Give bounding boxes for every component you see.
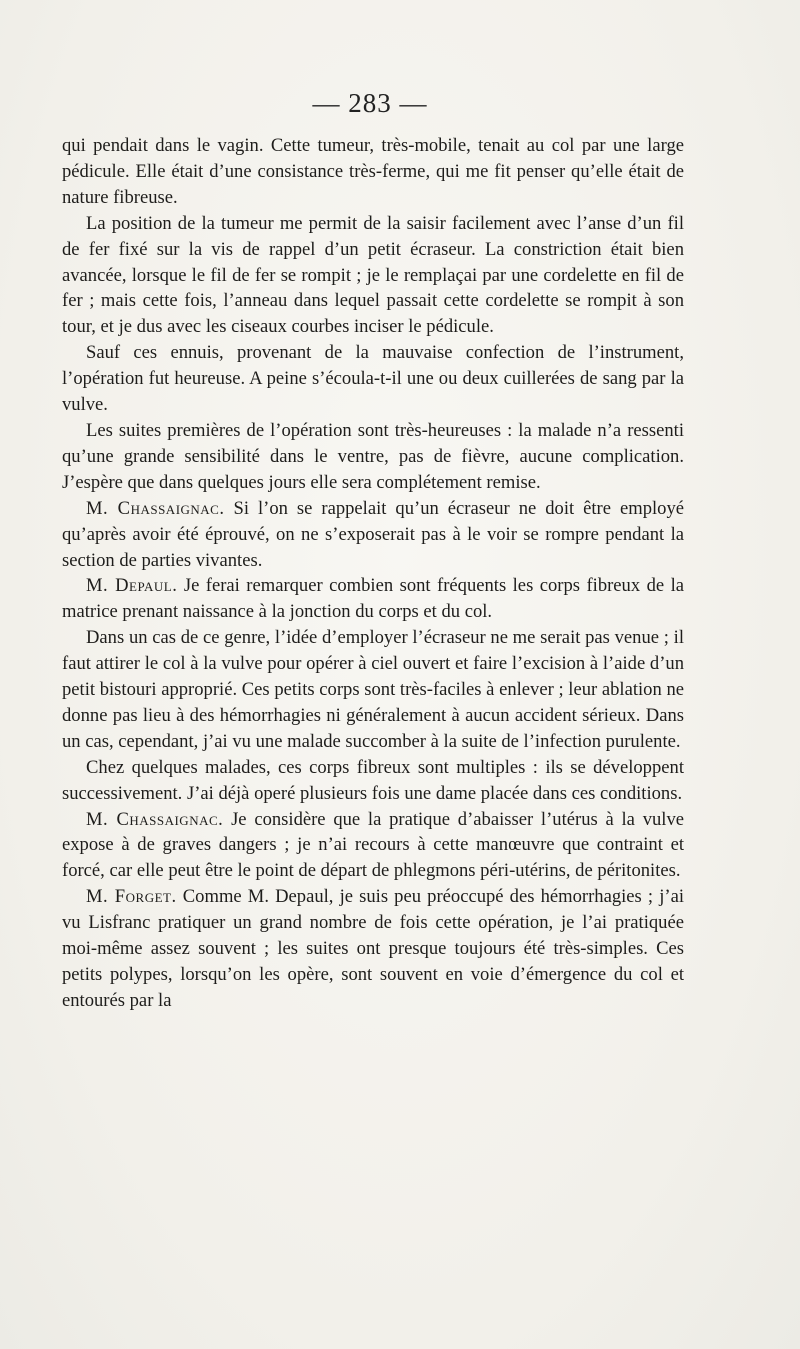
paragraph-2 [62, 211, 684, 341]
paragraph-text: Comme M. Depaul, je suis peu préoccupé des hémorrhagies ; j’ai vu Lisfranc pratiquer un grand nombre de fois cette opération, je l’ai pratiquée moi-même assez souvent ; les suites ont presque toujours été très-simples. Ces petits polypes, lorsqu’on les opère, sont souvent en voie d’émergence du col et entourés par la [62, 886, 684, 1011]
paragraph-4 [62, 418, 684, 496]
body-text [62, 133, 684, 1014]
paragraph-5 [62, 496, 684, 574]
paragraph-text: Je considère que la pratique d’abaisser l’utérus à la vulve expose à de graves dangers ; je n’ai recours à cette manœuvre que contraint et forcé, car elle peut être le point de départ de phlegmons péri-utérins, de péritonites. [62, 808, 685, 882]
speaker-name: M. Depaul. [86, 575, 178, 597]
paragraph-1 [62, 133, 684, 211]
speaker-name: M. Chassaignac. [86, 808, 224, 830]
paragraph-text: Je ferai remarquer combien sont fréquents les corps fibreux de la matrice prenant naissance à la jonction du corps et du col. [62, 575, 685, 623]
paragraph-6 [62, 573, 684, 625]
paragraph-text: La position de la tumeur me permit de la saisir facilement avec l’anse d’un fil de fer fixé sur la vis de rappel d’un petit écraseur. La constriction était bien avancée, lorsque le fil de fer se rompit ; je le remplaçai par une cordelette en fil de fer ; mais cette fois, l’anneau dans lequel passait cette cordelette se rompit à son tour, et je dus avec les ciseaux courbes inciser le pédicule. [62, 212, 684, 338]
paragraph-text: Les suites premières de l’opération sont très-heureuses : la malade n’a ressenti qu’une grande sensibilité dans le ventre, pas de fièvre, aucune complication. J’espère que dans quelques jours elle sera complétement remise. [62, 419, 684, 493]
paragraph-text: Chez quelques malades, ces corps fibreux sont multiples : ils se développent successivement. J’ai déjà operé plusieurs fois une dame placée dans ces conditions. [62, 756, 684, 804]
paragraph-3 [62, 340, 684, 418]
paragraph-9 [62, 807, 684, 885]
paragraph-text: qui pendait dans le vagin. Cette tumeur, très-mobile, tenait au col par une large pédicule. Elle était d’une consistance très-ferme, qui me fit penser qu’elle était de nature fibreuse. [62, 135, 684, 208]
paragraph-text: Dans un cas de ce genre, l’idée d’employer l’écraseur ne me serait pas venue ; il faut attirer le col à la vulve pour opérer à ciel ouvert et faire l’excision à l’aide d’un petit bistouri approprié. Ces petits corps sont très-faciles à enlever ; leur ablation ne donne pas lieu à des hémorrhagies ni généralement à aucun accident sérieux. Dans un cas, cependant, j’ai vu une malade succomber à la suite de l’infection purulente. [62, 627, 684, 752]
paragraph-text: Sauf ces ennuis, provenant de la mauvaise confection de l’instrument, l’opération fut heureuse. A peine s’écoula-t-il une ou deux cuillerées de sang par la vulve. [62, 342, 684, 416]
speaker-name: M. Forget. [86, 886, 177, 908]
paragraph-text: Si l’on se rappelait qu’un écraseur ne doit être employé qu’après avoir été éprouvé, on ne s’exposerait pas à le voir se rompre pendant la section de parties vivantes. [62, 497, 684, 571]
page-number: — 283 — [312, 88, 428, 118]
speaker-name: M. Chassaignac. [86, 497, 225, 519]
paragraph-7 [62, 625, 684, 755]
paragraph-8 [62, 755, 684, 807]
paragraph-10 [62, 884, 684, 1014]
